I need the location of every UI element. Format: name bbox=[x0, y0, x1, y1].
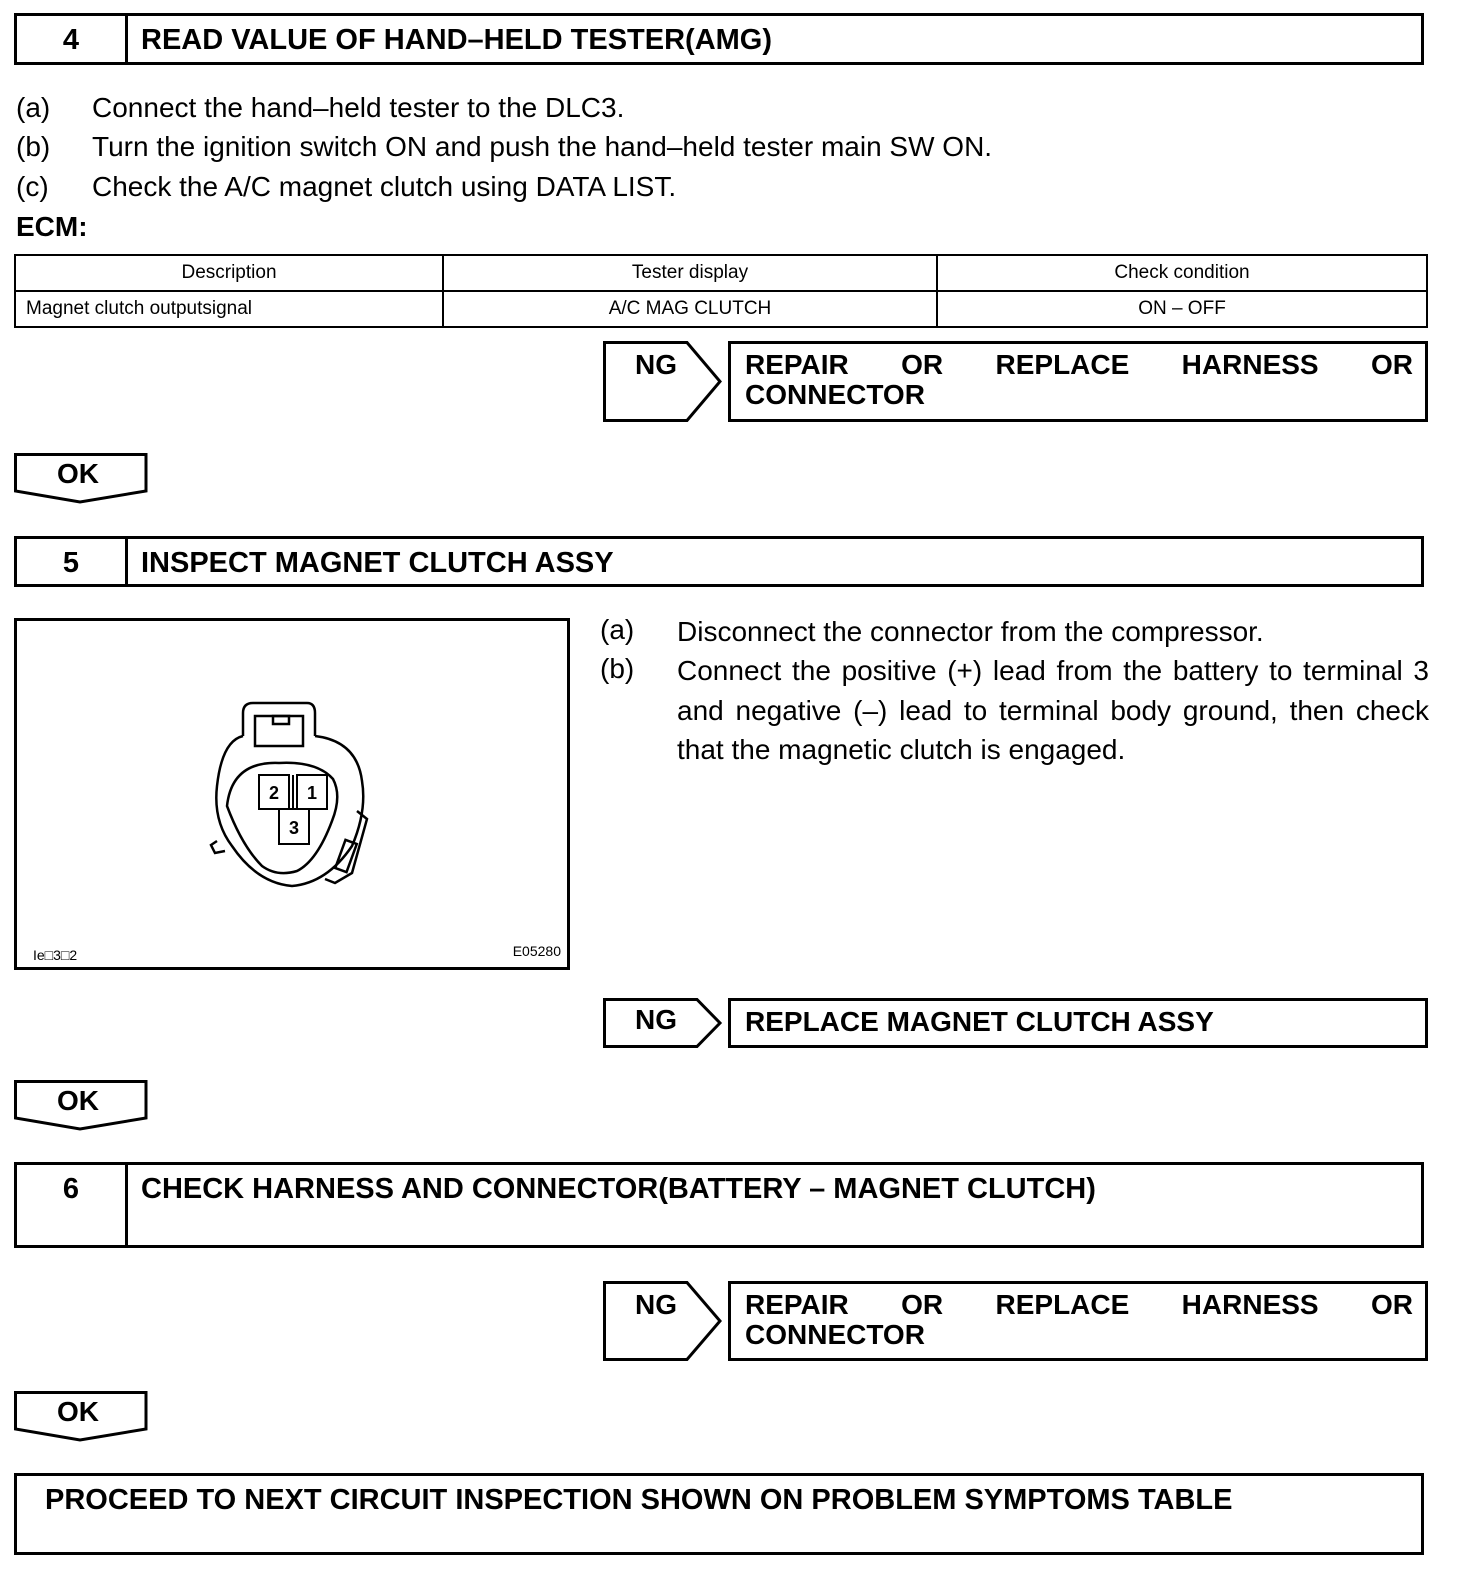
ok-arrow bbox=[14, 1391, 148, 1441]
step-number: 6 bbox=[17, 1165, 128, 1245]
step-number: 5 bbox=[17, 539, 128, 584]
ng-arrow bbox=[603, 341, 721, 422]
step-title: CHECK HARNESS AND CONNECTOR(BATTERY – MAGNET CLUTCH) bbox=[141, 1173, 1096, 1205]
instruction-label: (c) bbox=[16, 171, 49, 202]
terminal-label: 1 bbox=[306, 783, 318, 803]
table-cell: Magnet clutch outputsignal bbox=[15, 291, 443, 327]
instruction-text: Connect the hand–held tester to the DLC3. bbox=[92, 92, 625, 123]
connector-diagram-icon bbox=[17, 621, 567, 967]
table-header-row bbox=[15, 255, 1427, 291]
ecm-label: ECM: bbox=[16, 211, 88, 242]
step-6-header bbox=[14, 1162, 1424, 1248]
instruction-text: Disconnect the connector from the compressor. bbox=[677, 616, 1264, 647]
instruction-label: (b) bbox=[600, 653, 635, 684]
instruction-label: (a) bbox=[16, 92, 51, 123]
ng-result-line: CONNECTOR bbox=[745, 1319, 925, 1350]
ok-label: OK bbox=[57, 1085, 99, 1116]
ng-label: NG bbox=[635, 1289, 677, 1320]
table-cell: ON – OFF bbox=[937, 291, 1427, 327]
ng-label: NG bbox=[635, 349, 677, 380]
table-cell: A/C MAG CLUTCH bbox=[443, 291, 937, 327]
terminal-label: 3 bbox=[288, 818, 300, 838]
ok-label: OK bbox=[57, 1396, 99, 1427]
ng-arrow bbox=[603, 1281, 721, 1361]
ok-arrow bbox=[14, 453, 148, 503]
figure-code-right: E05280 bbox=[512, 943, 561, 959]
table-row bbox=[15, 291, 1427, 327]
step-5-header bbox=[14, 536, 1424, 587]
final-instruction: PROCEED TO NEXT CIRCUIT INSPECTION SHOWN ON PROBLEM SYMPTOMS TABLE bbox=[45, 1484, 1233, 1516]
step-4-header bbox=[14, 13, 1424, 65]
ng-result-box bbox=[728, 998, 1428, 1048]
ng-result-box bbox=[728, 341, 1428, 422]
instruction-label: (a) bbox=[600, 614, 635, 645]
ng-result-line: CONNECTOR bbox=[745, 379, 925, 410]
ng-result-line: REPLACE MAGNET CLUTCH ASSY bbox=[745, 1006, 1214, 1037]
instruction-text: Check the A/C magnet clutch using DATA LIST. bbox=[92, 171, 677, 202]
connector-figure bbox=[14, 618, 570, 970]
table-header: Check condition bbox=[937, 255, 1427, 291]
ng-result-line: REPAIR OR REPLACE HARNESS OR bbox=[745, 349, 1413, 380]
ok-arrow bbox=[14, 1080, 148, 1130]
ok-label: OK bbox=[57, 458, 99, 489]
step-number: 4 bbox=[17, 16, 128, 62]
instruction-text: Connect the positive (+) lead from the battery to terminal 3 and negative (–) lead to terminal body ground, then check that the magnetic clutch is engaged. bbox=[677, 655, 1429, 765]
instruction-text: Turn the ignition switch ON and push the hand–held tester main SW ON. bbox=[92, 131, 993, 162]
figure-code-left: Ie□3□2 bbox=[33, 947, 78, 963]
step-title: READ VALUE OF HAND–HELD TESTER(AMG) bbox=[141, 24, 773, 56]
instruction-label: (b) bbox=[16, 131, 51, 162]
terminal-label: 2 bbox=[268, 783, 280, 803]
ng-result-box bbox=[728, 1281, 1428, 1361]
table-header: Description bbox=[15, 255, 443, 291]
data-list-table bbox=[14, 254, 1428, 328]
final-instruction-box bbox=[14, 1473, 1424, 1555]
ng-label: NG bbox=[635, 1004, 677, 1035]
table-header: Tester display bbox=[443, 255, 937, 291]
ng-result-line: REPAIR OR REPLACE HARNESS OR bbox=[745, 1289, 1413, 1320]
ng-arrow bbox=[603, 998, 721, 1048]
step-title: INSPECT MAGNET CLUTCH ASSY bbox=[141, 547, 614, 579]
